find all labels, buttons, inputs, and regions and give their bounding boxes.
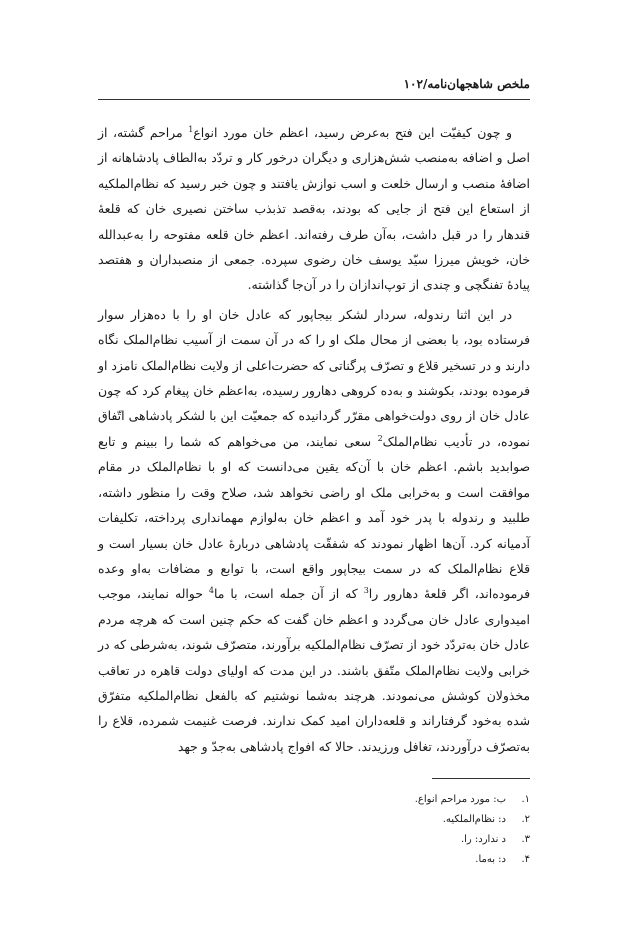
footnote-number: ۳.: [521, 834, 530, 845]
text-run: در این اثنا رندوله، سردار لشکر بیجاپور که عادل خان او را با ده‌هزار سوار فرستاده بود، با بعضی از محال ملک او را که در آن سمت از آسیب نظام‌الملک نگاه دارند و در تسخیر قلاع و تصرّف پرگناتی که حضرت‌اعلی از ولایت نظام‌الملک نامزد او فرموده بودند، بکوشند و به‌ده کروهی دهارور رسیده، به‌اعظم خان پیغام کرد که چون عادل خان از روی دولت‌خواهی مقرّر گردانیده که جمعیّت این با لشکر پادشاهی اتّفاق نموده، در تأدیب نظام‌الملک: [98, 306, 530, 449]
footnote-rule: [432, 778, 530, 779]
footnote-number: ۲.: [521, 814, 530, 825]
header-rule: [98, 99, 530, 100]
text-run: که از آن جمله است، با ما: [213, 586, 364, 602]
footnote-item: [98, 810, 530, 830]
running-title: ملخص شاهجهان‌نامه/۱۰۲: [403, 77, 530, 91]
text-run: حواله نمایند، موجب امیدواری عادل خان می‌گردد و اعظم خان گفت که حکم چنین است که هرچه مردم عادل خان به‌تردّد خود از تصرّف نظام‌الملکیه برآورند، متصرّف شوند، به‌شرطی که در خرابی ولایت نظام‌الملک متّفق باشند. در این مدت که اولیای دولت قاهره در تعاقب مخذولان کوشش می‌نمودند. هرچند به‌شما نوشتیم که بالفعل نظام‌الملکیه متفرّق شده به‌خود گرفتاراند و قلعه‌داران امید کمک ندارند. فرصت غنیمت شمرده، قلاع را به‌تصرّف درآوردند، تغافل ورزیدند. حالا که افواج پادشاهی به‌جدّ و جهد: [98, 586, 530, 754]
footnote-text: ب: مورد مراحم انواع.: [414, 794, 506, 805]
text-run: و چون کیفیّت این فتح به‌عرض رسید، اعظم خان مورد انواع: [193, 125, 512, 140]
footnote-text: د: نظام‌الملکیه.: [442, 814, 506, 825]
text-run: مراحم گشته، از اصل و اضافه به‌منصب شش‌هزاری و دیگران درخور کار و تردّد به‌الطاف پادشاهانه از اضافۀ منصب و ارسال خلعت و اسب نوازش یافتند و چون خبر رسید که نظام‌الملکیه از استعاع این فتح از جایی که بودند، به‌قصد تذبذب ساختن نصیری خان که قلعۀ قندهار را در قبل داشت، به‌آن طرف رفته‌اند. اعظم خان قلعه مفتوحه را به‌عبدالله خان، خویش میرزا سیّد یوسف خان رضوی سپرده. جمعی از منصبداران و هفتصد پیادۀ تفنگچی و چندی از توپ‌اندازان را در آن‌جا گذاشته.: [98, 125, 530, 293]
running-head: [98, 73, 530, 95]
footnote-item: [98, 830, 530, 850]
main-text: [98, 120, 530, 759]
footnote-number: ۱.: [521, 794, 530, 805]
footnote-ref: 1: [188, 124, 194, 134]
footnote-ref: 4: [208, 586, 214, 596]
footnote-text: د ندارد: را.: [460, 834, 506, 845]
footnote-item: [98, 790, 530, 810]
footnote-number: ۴.: [521, 854, 530, 865]
footnotes: [98, 790, 530, 870]
footnote-ref: 2: [377, 433, 383, 443]
paragraph: [98, 120, 530, 298]
footnote-text: د: به‌ما.: [475, 854, 506, 865]
footnote-ref: 3: [363, 586, 369, 596]
text-run: سعی نمایند، من می‌خواهم که شما را ببینم و تابع صوابدید باشم. اعظم خان با آن‌که یقین می‌دانست که او با نظام‌الملک در مقام موافقت است و به‌خرابی ملک او راضی نخواهد شد، صلاح وقت را منظور داشته، طلبید و رندوله با پدر خود آمد و اعظم خان به‌لوازم مهمانداری پرداخته، تکلیفات آدمیانه کرد. آن‌ها اظهار نمودند که شفقّت پادشاهی دربارۀ عادل خان بسیار است و قلاع نظام‌الملک که در سمت بیجاپور واقع است، با توابع و مضافات به‌او وعده فرموده‌اند، اگر قلعۀ دهارور را: [98, 433, 531, 602]
footnote-item: [98, 850, 530, 870]
paragraph: [98, 302, 530, 759]
